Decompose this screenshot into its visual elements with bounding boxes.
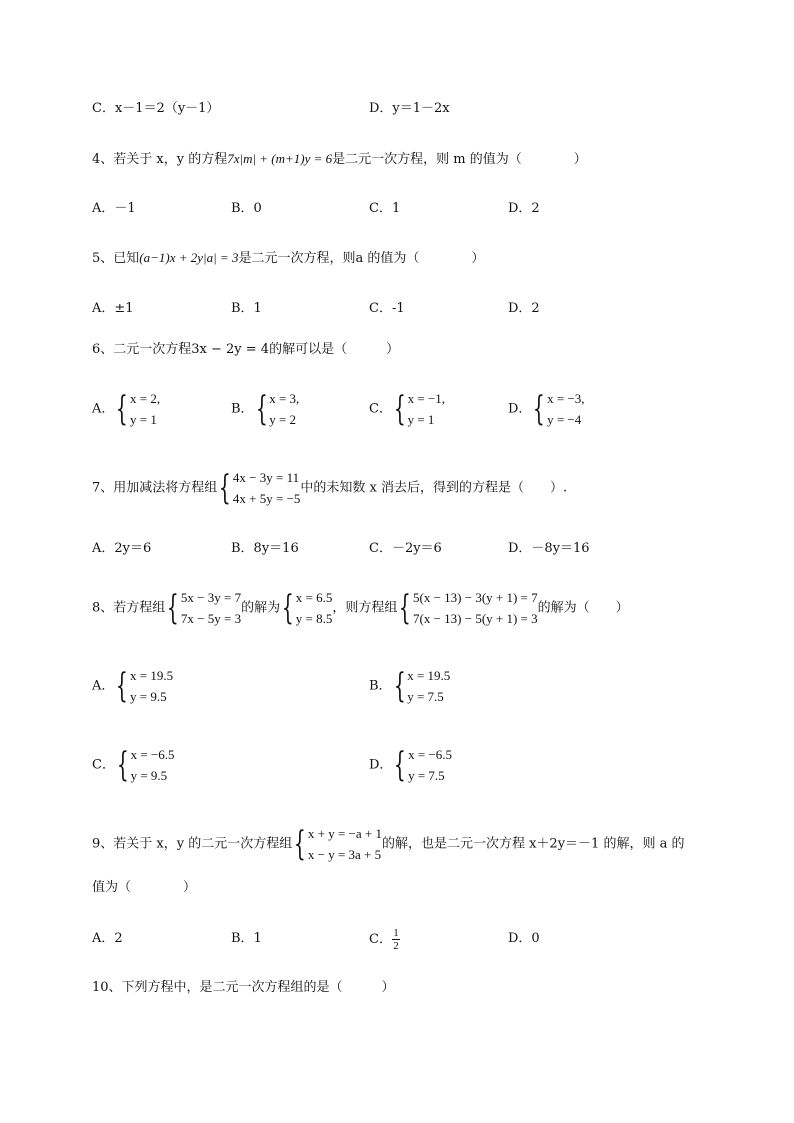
q9-row1: x + y = −a + 1 [307, 826, 382, 841]
q8-suffix: 的解为（ ） [537, 600, 629, 616]
q8-d-row2: y = 7.5 [408, 768, 445, 783]
q4-suffix: 是二元一次方程，则 m 的值为（ ） [332, 152, 587, 167]
q5-option-c: C．-1 [369, 301, 405, 316]
q5-prefix: 5、已知 [92, 251, 140, 266]
q8-c-row2: y = 9.5 [130, 768, 168, 783]
q9-option-c-label: C． [369, 932, 392, 947]
q6-option-c-system: { x = −1, y = 1 [393, 389, 446, 429]
q9-prefix: 9、若关于 x，y 的二元一次方程组 [92, 836, 293, 852]
q8-option-a-system: { x = 19.5 y = 9.5 [116, 666, 174, 706]
q8-s1-row2: 7x − 5y = 3 [180, 611, 242, 626]
q4-option-a: A．－1 [92, 201, 136, 216]
q8-c-row1: x = −6.5 [130, 747, 175, 762]
q8-option-b-label: B． [369, 678, 392, 694]
q9-suffix: 的解，也是二元一次方程 x＋2y＝－1 的解，则 a 的 [381, 836, 685, 852]
q8-system-1: { 5x − 3y = 7 7x − 5y = 3 [167, 588, 242, 628]
q8-a-row2: y = 9.5 [130, 689, 167, 704]
q7-system: { 4x − 3y = 11 4x + 5y = −5 [219, 468, 301, 508]
q6-option-c-label: C． [369, 401, 392, 417]
q9-line2: 值为（ ） [92, 880, 197, 895]
q8-system-2: { x = 6.5 y = 8.5 [281, 588, 333, 628]
q4-equation: 7x|m| + (m+1)y = 6 [227, 151, 333, 166]
q8-option-c [92, 744, 175, 786]
q6-option-c [369, 388, 445, 430]
q7-stem [92, 467, 567, 509]
q6-a-row2: y = 1 [130, 412, 157, 427]
q4-prefix: 4、若关于 x，y 的方程 [92, 152, 228, 167]
q8-prefix: 8、若方程组 [92, 600, 166, 616]
q9-option-b: B．1 [231, 931, 262, 946]
q6-option-d [508, 388, 585, 430]
q8-mid2: ，则方程组 [332, 600, 398, 616]
q3-option-d: D．y＝1－2x [369, 101, 450, 116]
q9-stem [92, 823, 684, 865]
q8-option-b-system: { x = 19.5 y = 7.5 [393, 666, 451, 706]
q5-suffix: 是二元一次方程，则a 的值为（ ） [238, 251, 485, 266]
q10-stem: 10、下列方程中，是二元一次方程组的是（ ） [92, 980, 395, 995]
q8-b-row1: x = 19.5 [407, 668, 451, 683]
q8-stem [92, 587, 629, 629]
q8-s3-row1: 5(x − 13) − 3(y + 1) = 7 [413, 590, 538, 605]
q9-system: { x + y = −a + 1 x − y = 3a + 5 [294, 824, 382, 864]
q7-row2: 4x + 5y = −5 [232, 491, 301, 506]
q6-option-b-system: { x = 3, y = 2 [255, 389, 300, 429]
q7-suffix: 中的未知数 x 消去后，得到的方程是（ ）. [300, 480, 568, 496]
q6-option-a-system: { x = 2, y = 1 [116, 389, 161, 429]
q8-system-3: { 5(x − 13) − 3(y + 1) = 7 7(x − 13) − 5(y + 1) = 3 [399, 588, 538, 628]
q8-s1-row1: 5x − 3y = 7 [180, 590, 242, 605]
q9-fraction-numerator: 1 [393, 927, 399, 939]
q8-option-a [92, 665, 173, 707]
q8-mid1: 的解为 [241, 600, 281, 616]
q7-row1: 4x − 3y = 11 [232, 470, 300, 485]
q4-option-b: B．0 [231, 201, 262, 216]
q8-option-a-label: A． [92, 678, 115, 694]
q8-s2-row2: y = 8.5 [295, 611, 333, 626]
q8-s2-row1: x = 6.5 [295, 590, 333, 605]
q5-option-a: A．±1 [92, 301, 134, 316]
q5-stem [92, 248, 484, 269]
q8-d-row1: x = −6.5 [408, 747, 452, 762]
q4-option-c: C．1 [369, 201, 401, 216]
q4-stem [92, 149, 587, 170]
q9-row2: x − y = 3a + 5 [307, 847, 382, 862]
q6-option-a-label: A． [92, 401, 115, 417]
q8-option-c-system: { x = −6.5 y = 9.5 [116, 745, 175, 785]
q8-option-d-system: { x = −6.5 y = 7.5 [394, 745, 452, 785]
q5-equation: (a−1)x + 2y|a| = 3 [139, 250, 239, 265]
q6-b-row2: y = 2 [269, 412, 297, 427]
q9-fraction-denominator: 2 [393, 940, 399, 952]
q7-option-d: D．－8y＝16 [508, 541, 590, 556]
q7-prefix: 7、用加减法将方程组 [92, 480, 218, 496]
q6-a-row1: x = 2, [130, 391, 161, 406]
q6-option-a [92, 388, 160, 430]
q6-c-row2: y = 1 [407, 412, 435, 427]
q6-stem: 6、二元一次方程3x − 2y = 4的解可以是（ ） [92, 342, 400, 357]
q6-option-b-label: B． [231, 401, 254, 417]
q8-b-row2: y = 7.5 [407, 689, 444, 704]
q6-d-row1: x = −3, [547, 391, 585, 406]
q9-option-d: D．0 [508, 931, 540, 946]
q7-option-b: B．8y＝16 [231, 541, 299, 556]
q3-option-c: C．x－1＝2（y－1） [92, 101, 220, 116]
q9-option-a: A．2 [92, 931, 123, 946]
q6-option-d-system: { x = −3, y = −4 [533, 389, 585, 429]
q8-option-c-label: C． [92, 757, 115, 773]
q6-option-b [231, 388, 299, 430]
q6-d-row2: y = −4 [547, 412, 582, 427]
q8-option-d-label: D． [369, 757, 393, 773]
q8-a-row1: x = 19.5 [130, 668, 174, 683]
q8-option-b [369, 665, 450, 707]
q7-option-a: A．2y＝6 [92, 541, 152, 556]
q7-option-c: C．－2y＝6 [369, 541, 442, 556]
q8-s3-row2: 7(x − 13) − 5(y + 1) = 3 [413, 611, 538, 626]
q4-option-d: D．2 [508, 201, 540, 216]
q5-option-d: D．2 [508, 301, 540, 316]
q9-option-c [369, 927, 400, 952]
q6-c-row1: x = −1, [407, 391, 446, 406]
q8-option-d [369, 744, 452, 786]
q6-b-row1: x = 3, [269, 391, 300, 406]
q9-option-c-fraction [392, 927, 400, 952]
q5-option-b: B．1 [231, 301, 262, 316]
q6-option-d-label: D． [508, 401, 532, 417]
